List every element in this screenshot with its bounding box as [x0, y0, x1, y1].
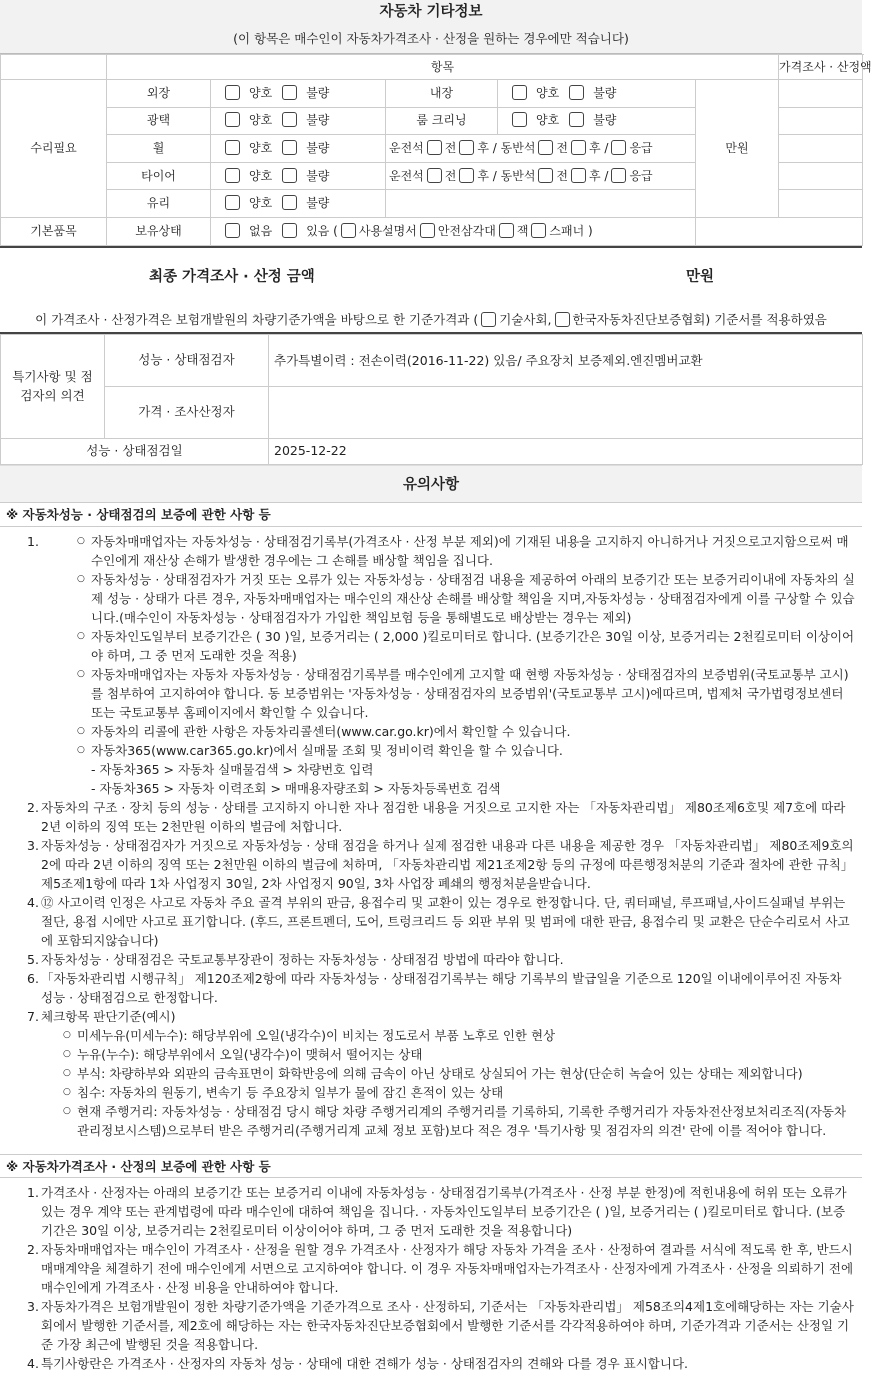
notice-body-1	[0, 527, 862, 1140]
none-label: 없음	[249, 223, 273, 238]
rear-passenger-label: 후 / 동반석	[477, 168, 536, 183]
inspection-date: 2025-12-22	[269, 438, 863, 464]
list-item: 「자동차관리법 시행규칙」 제120조제2항에 따라 자동차성능 · 상태점검기록부는 해당 기록부의 발급일을 기준으로 120일 이내에이루어진 자동차 성능 · 상태점검으로 한정합니다.	[41, 970, 842, 1005]
page-title: 자동차 기타정보	[0, 0, 862, 24]
list-item: ○ 자동차의 리콜에 관한 사항은 자동차리콜센터(www.car.go.kr)에서 확인할 수 있습니다.	[77, 722, 856, 741]
list-item: ○ 부식: 차량하부와 외판의 금속표면이 화학반응에 의해 금속이 아닌 상태로 상실되어 가는 현상(단순히 녹슬어 있는 상태는 제외합니다)	[63, 1064, 856, 1083]
wheel-driver-front-checkbox[interactable]	[427, 140, 442, 155]
list-item: ○ 자동차365(www.car365.go.kr)에서 실매물 조회 및 정비이력 확인을 할 수 있습니다.	[77, 741, 856, 760]
row-room: 룸 크리닝	[386, 107, 498, 135]
appraiser-opinion	[269, 386, 863, 438]
good-label: 양호	[249, 168, 273, 183]
bad-label: 불량	[593, 85, 617, 100]
list-item: ○ 자동차인도일부터 보증기간은 ( 30 )일, 보증거리는 ( 2,000 )킬로미터로 합니다. (보증기간은 30일 이상, 보증거리는 2천킬로미터 이상이어야 하며, 그 중 먼저 도래한 것을 적용)	[77, 627, 856, 665]
list-item: 자동차성능 · 상태점검자가 거짓으로 자동차성능 · 상태 점검을 하거나 실제 점검한 내용과 다른 내용을 제공한 경우 「자동차관리법」 제80조제9호의2에 따라 2년 이하의 징역 또는 2천만원 이하의 벌금에 처하며, 「자동차관리법 제21조제2항 등의 규정에 따른행정처분의 기준과 절차에 관한 규칙」 제5조제1항에 따라 1차 사업정지 30일, 2차 사업정지 90일, 3차 사업장 폐쇄의 행정처분을받습니다.	[41, 837, 854, 891]
list-item: - 자동차365 > 자동차 실매물검색 > 차량번호 입력	[91, 761, 374, 777]
rear-passenger-label: 후 / 동반석	[477, 140, 536, 155]
tire-bad-checkbox[interactable]	[282, 168, 297, 183]
final-price-unit: 만원	[686, 268, 715, 285]
repair-label: 수리필요	[1, 80, 107, 218]
list-item: 특기사항란은 가격조사 · 산정자의 자동차 성능 · 상태에 대한 견해가 성능 · 상태점검자의 견해와 다를 경우 표시합니다.	[41, 1355, 688, 1371]
bad-label: 불량	[306, 85, 330, 100]
emergency-label: 응급	[629, 140, 653, 155]
front-label: 전	[444, 140, 457, 155]
list-item: - 자동차365 > 자동차 이력조회 > 매매용자량조회 > 자동차등록번호 검색	[91, 780, 501, 796]
tire-emergency-checkbox[interactable]	[611, 168, 626, 183]
row-exterior: 외장	[107, 80, 211, 108]
inspector-label: 성능 · 상태점검자	[105, 334, 269, 386]
wheel-passenger-front-checkbox[interactable]	[538, 140, 553, 155]
wheel-good-checkbox[interactable]	[225, 140, 240, 155]
kadia-checkbox[interactable]	[555, 312, 570, 327]
bad-label: 불량	[593, 113, 617, 128]
good-label: 양호	[249, 140, 273, 155]
final-price-note: 이 가격조사 · 산정가격은 보험개발원의 차량기준가액을 바탕으로 한 기준가격과 ( 기술사회, 한국자동차진단보증협회) 기준서를 적용하였음	[35, 311, 827, 327]
row-interior: 내장	[386, 80, 498, 108]
list-item: 체크항목 판단기준(예시) ○ 미세누유(미세누수): 해당부위에 오일(냉각수)이 비치는 정도로서 부품 노후로 인한 현상 ○ 누유(누수): 해당부위에서 오일(냉각수)이 맺혀서 떨어지는 상태 ○ 부식: 차량하부와 외판의 금속표면이 화학반응에 의해 금속이 아닌 상태로 상실되어 가는 현상(단순히 녹슬어 있는 상태는 제외합니다) ○ 침수: 자동차의 원동기, 변속기 등 주요장치 일부가 물에 잠긴 흔적이 있는 상태 ○ 현재 주행거리: 자동차성능 · 상태점검 당시 해당 차량 주행거리계의 주행거리를 기록하되, 기록한 주행거리가 자동차전산정보처리조직(자동차관리정보시스템)으로부터 받은 주행거리(주행거리계 교체 정보 포함)보다 적은 경우 '특기사항 및 점검자의 의견' 란에 이를 적어야 합니다.	[41, 1007, 856, 1140]
wheel-emergency-checkbox[interactable]	[611, 140, 626, 155]
driver-label: 운전석	[389, 168, 424, 183]
repair-unit: 만원	[696, 80, 779, 218]
opinion-label: 특기사항 및 점검자의 의견	[1, 334, 105, 438]
wheel-passenger-rear-checkbox[interactable]	[571, 140, 586, 155]
list-item: 자동차의 구조 · 장치 등의 성능 · 상태를 고지하지 아니한 자나 점검한 내용을 거짓으로 고지한 자는 「자동차관리법」 제80조제6호및 제7호에 따라 2년 이하의 징역 또는 2천만원 이하의 벌금에 처합니다.	[41, 799, 846, 834]
glass-bad-checkbox[interactable]	[282, 195, 297, 210]
wheel-bad-checkbox[interactable]	[282, 140, 297, 155]
basic-label: 기본품목	[1, 217, 107, 245]
list-item	[27, 532, 856, 798]
list-item: ○ 자동차성능 · 상태점검자가 거짓 또는 오류가 있는 자동차성능 · 상태점검 내용을 제공하여 아래의 보증기간 또는 보증거리이내에 자동차의 실제 성능 · 상태가 다른 경우, 자동차매매업자는 매수인의 재산상 손해를 배상할 책임을 지며,자동차성능 · 상태점검자에게 이를 구상할 수 있습니다.(매수인이 자동차성능 · 상태점검자가 가입한 책임보험 등을 통해별도로 배상받는 경우는 제외)	[77, 570, 856, 627]
row-gloss: 광택	[107, 107, 211, 135]
notice-title: 유의사항	[0, 465, 862, 503]
inspector-opinion: 추가특별이력 : 전손이력(2016-11-22) 있음/ 주요장치 보증제외.엔진멤버교환	[269, 334, 863, 386]
tire-passenger-front-checkbox[interactable]	[538, 168, 553, 183]
header-price: 가격조사 · 산정액	[779, 55, 863, 80]
good-label: 양호	[536, 85, 560, 100]
page-subtitle: (이 항목은 매수인이 자동차가격조사 · 산정을 원하는 경우에만 적습니다)	[0, 24, 862, 54]
row-glass: 유리	[107, 190, 211, 218]
list-item: 가격조사 · 산정자는 아래의 보증기간 또는 보증거리 이내에 자동차성능 · 상태점검기록부(가격조사 · 산정 부분 한정)에 적힌내용에 허위 또는 오류가 있는 경우 계약 또는 관계법령에 따라 매수인에 대하여 책임을 집니다. · 자동차인도일부터 보증기간은 ( )일, 보증거리는 ( )킬로미터로 합니다. (보증기간은 30일 이상, 보증거리는 2천킬로미터 이상이어야 하며, 그 중 먼저 도래한 것을 적용합니다)	[41, 1184, 847, 1238]
exterior-bad-checkbox[interactable]	[282, 85, 297, 100]
front-label: 전	[556, 168, 569, 183]
spanner-label: 스패너 )	[549, 223, 593, 238]
basic-have-checkbox[interactable]	[282, 223, 297, 238]
basic-status: 보유상태	[107, 217, 211, 245]
interior-good-checkbox[interactable]	[512, 85, 527, 100]
list-item: ○ 현재 주행거리: 자동차성능 · 상태점검 당시 해당 차량 주행거리계의 주행거리를 기록하되, 기록한 주행거리가 자동차전산정보처리조직(자동차관리정보시스템)으로부터 받은 주행거리(주행거리계 교체 정보 포함)보다 적은 경우 '특기사항 및 점검자의 의견' 란에 이를 적어야 합니다.	[63, 1102, 856, 1140]
glass-good-checkbox[interactable]	[225, 195, 240, 210]
price-guarantee-list	[41, 1183, 856, 1373]
list-item: 자동차성능 · 상태점검은 국토교통부장관이 정하는 자동차성능 · 상태점검 방법에 따라야 합니다.	[41, 951, 564, 967]
row-wheel: 휠	[107, 135, 211, 163]
engineer-society-checkbox[interactable]	[481, 312, 496, 327]
emergency-label: 응급	[629, 168, 653, 183]
exterior-good-checkbox[interactable]	[225, 85, 240, 100]
tire-good-checkbox[interactable]	[225, 168, 240, 183]
list-number: 1.	[27, 533, 39, 549]
list-item: ○ 미세누유(미세누수): 해당부위에 오일(냉각수)이 비치는 정도로서 부품 노후로 인한 현상	[63, 1026, 856, 1045]
good-label: 양호	[249, 196, 273, 211]
bad-label: 불량	[306, 196, 330, 211]
row-tire: 타이어	[107, 162, 211, 190]
list-item: 자동차매매업자는 매수인이 가격조사 · 산정을 원할 경우 가격조사 · 산정자가 해당 자동차 가격을 조사 · 산정하여 결과를 서식에 적도록 한 후, 반드시 매매계약을 체결하기 전에 매수인에게 서면으로 고지하여야 합니다. 이 경우 자동차매매업자는가격조사 · 산정자에게 가격조사 · 산정을 의뢰하기 전에 매수인에게 가격조사 · 산정 비용을 안내하여야 합니다.	[41, 1241, 854, 1295]
front-label: 전	[444, 168, 457, 183]
wheel-driver-rear-checkbox[interactable]	[459, 140, 474, 155]
jack-checkbox[interactable]	[499, 223, 514, 238]
list-item: ⑫ 사고이력 인정은 사고로 자동차 주요 골격 부위의 판금, 용접수리 및 교환이 있는 경우로 한정합니다. 단, 쿼터패널, 루프패널,사이드실패널 부위는 절단, 용접 시에만 사고로 표기합니다. (후드, 프론트펜더, 도어, 트렁크리드 등 외판 부위 및 범퍼에 대한 판금, 용접수리 및 교환은 단순수리로서 사고에 포함되지않습니다)	[41, 894, 850, 948]
section-performance-guarantee: ※ 자동차성능 · 상태점검의 보증에 관한 사항 등	[0, 503, 862, 527]
driver-label: 운전석	[389, 140, 424, 155]
good-label: 양호	[249, 85, 273, 100]
good-label: 양호	[249, 113, 273, 128]
front-label: 전	[556, 140, 569, 155]
rear-label: 후 /	[589, 140, 609, 155]
header-items: 항목	[107, 55, 779, 80]
list-item: ○ 자동차매매업자는 자동차성능 · 상태점검기록부(가격조사 · 산정 부분 제외)에 기재된 내용을 고지하지 아니하거나 거짓으로고지함으로써 매수인에게 재산상 손해가 발생한 경우에는 그 손해를 배상할 책임을 집니다.	[77, 532, 856, 570]
bad-label: 불량	[306, 140, 330, 155]
appraiser-label: 가격 · 조사산정자	[105, 386, 269, 438]
manual-checkbox[interactable]	[341, 223, 356, 238]
list-item: ○ 누유(누수): 해당부위에서 오일(냉각수)이 맺혀서 떨어지는 상태	[63, 1045, 856, 1064]
tire-driver-rear-checkbox[interactable]	[459, 168, 474, 183]
spanner-checkbox[interactable]	[531, 223, 546, 238]
final-price-section	[0, 246, 862, 334]
jack-label: 잭	[516, 223, 529, 238]
guarantee-list	[27, 532, 856, 1140]
basic-none-checkbox[interactable]	[225, 223, 240, 238]
bad-label: 불량	[306, 113, 330, 128]
bad-label: 불량	[306, 168, 330, 183]
gloss-bad-checkbox[interactable]	[282, 112, 297, 127]
section-price-guarantee: ※ 자동차가격조사 · 산정의 보증에 관한 사항 등	[0, 1154, 862, 1178]
good-label: 양호	[536, 113, 560, 128]
list-item: ○ 자동차매매업자는 자동차 자동차성능 · 상태점검기록부를 매수인에게 고지할 때 현행 자동차성능 · 상태점검자의 보증범위(국토교통부 고시)를 첨부하여 고지하여야 합니다. 동 보증범위는 '자동차성능 · 상태점검자의 보증범위'(국토교통부 고시)에따르며, 법제처 국가법령정보센터 또는 국토교통부 홈페이지에서 확인할 수 있습니다.	[77, 665, 856, 722]
inspection-date-label: 성능 · 상태점검일	[1, 438, 269, 464]
final-price-label: 최종 가격조사 · 산정 금액	[149, 268, 315, 285]
opinion-table	[0, 334, 863, 465]
room-good-checkbox[interactable]	[512, 112, 527, 127]
triangle-label: 안전삼각대	[437, 223, 496, 238]
interior-bad-checkbox[interactable]	[569, 85, 584, 100]
repair-table	[0, 54, 872, 246]
notice-body-2	[0, 1178, 862, 1373]
list-item: 자동차가격은 보험개발원이 정한 차량기준가액을 기준가격으로 조사 · 산정하되, 기준서는 「자동차관리법」 제58조의4제1호에해당하는 자는 기술사회에서 발행한 기준서를, 제2호에 해당하는 자는 한국자동차진단보증협회에서 발행한 기준서를 각각적용하여야 하며, 기준가격과 기준서는 산정일 기준 가장 최근에 발행된 것을 적용합니다.	[41, 1298, 854, 1352]
tire-driver-front-checkbox[interactable]	[427, 168, 442, 183]
triangle-checkbox[interactable]	[420, 223, 435, 238]
room-bad-checkbox[interactable]	[569, 112, 584, 127]
have-label: 있음 (	[306, 223, 338, 238]
rear-label: 후 /	[589, 168, 609, 183]
manual-label: 사용설명서	[358, 223, 417, 238]
gloss-good-checkbox[interactable]	[225, 112, 240, 127]
list-item: ○ 침수: 자동차의 원동기, 변속기 등 주요장치 일부가 물에 잠긴 흔적이 있는 상태	[63, 1083, 856, 1102]
tire-passenger-rear-checkbox[interactable]	[571, 168, 586, 183]
